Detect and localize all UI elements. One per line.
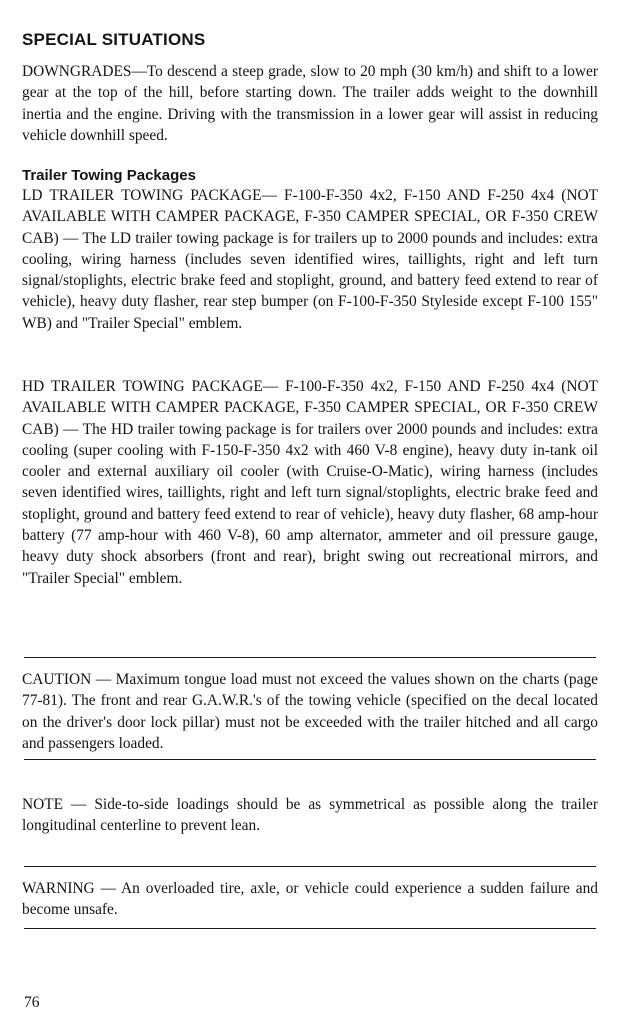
em-dash: — <box>63 796 95 813</box>
downgrades-text: To descend a steep grade, slow to 20 mph (30 km/h) and shift to a lower gear at the top of the hill, before starting down. The trailer adds weight to the downhill inertia and the engine. Driving with the transmission in a lower gear will assist in reducing vehicle downhill speed. <box>22 63 598 144</box>
ld-package-text: F-100-F-350 4x2, F-150 AND F-250 4x4 (NOT AVAILABLE WITH CAMPER PACKAGE, F-350 CAMPER SPECIAL, OR F-350 CREW CAB) — The LD trailer towing package is for trailers up to 2000 pounds and includes: extra cooling, wiring harness (includes seven identified wires, taillights, right and left turn signal/stoplights, electric brake feed and stoplight, ground, and battery feed extend to rear of vehicle), heavy duty flasher, rear step bumper (on F-100-F-350 Styleside except F-100 155" WB) and "Trailer Special" emblem. <box>22 187 598 332</box>
note-text: Side-to-side loadings should be as symmetrical as possible along the trailer longitudinal centerline to prevent lean. <box>22 796 598 835</box>
em-dash: — <box>131 63 147 80</box>
trailer-packages-title: Trailer Towing Packages <box>22 167 196 184</box>
warning-text: An overloaded tire, axle, or vehicle could experience a sudden failure and become unsafe. <box>22 880 598 919</box>
section-heading: SPECIAL SITUATIONS <box>22 30 206 49</box>
em-dash: — <box>94 880 122 897</box>
ld-package-paragraph <box>22 185 598 334</box>
em-dash: — <box>262 378 286 395</box>
hd-package-text: F-100-F-350 4x2, F-150 AND F-250 4x4 (NOT AVAILABLE WITH CAMPER PACKAGE, F-350 CAMPER SPECIAL, OR F-350 CREW CAB) — The HD trailer towing package is for trailers over 2000 pounds and includes: extra cooling (super cooling with F-150-F-350 4x2 with 460 V-8 engine), heavy duty in-tank oil cooler and external auxiliary oil cooler (with Cruise-O-Matic), wiring harness (includes seven identified wires, taillights, right and left turn signal/stoplights, electric brake feed and stoplight, ground and battery feed extend to rear of vehicle), heavy duty flasher, 68 amp-hour battery (77 amp-hour with 460 V-8), 60 amp alternator, ammeter and oil pressure gauge, heavy duty shock absorbers (front and rear), bright swing out recreational mirrors, and "Trailer Special" emblem. <box>22 378 598 587</box>
caution-paragraph <box>22 669 598 754</box>
warning-lead: WARNING <box>22 880 95 897</box>
em-dash: — <box>91 671 116 688</box>
warning-top-rule <box>24 866 596 867</box>
downgrades-lead: DOWNGRADES <box>22 63 132 80</box>
note-paragraph <box>22 794 598 837</box>
hd-package-lead: HD TRAILER TOWING PACKAGE <box>22 378 263 395</box>
warning-bottom-rule <box>24 928 596 929</box>
ld-package-lead: LD TRAILER TOWING PACKAGE <box>22 187 262 204</box>
caution-text: Maximum tongue load must not exceed the values shown on the charts (page 77-81). The front and rear G.A.W.R.'s of the towing vehicle (specified on the decal located on the driver's door lock pillar) must not be exceeded with the trailer hitched and all cargo and passengers loaded. <box>22 671 598 752</box>
em-dash: — <box>261 187 285 204</box>
page-number: 76 <box>24 994 40 1011</box>
caution-lead: CAUTION <box>22 671 92 688</box>
caution-top-rule <box>24 657 596 658</box>
downgrades-paragraph <box>22 61 598 146</box>
hd-package-paragraph <box>22 376 598 589</box>
note-lead: NOTE <box>22 796 64 813</box>
caution-bottom-rule <box>24 759 596 760</box>
warning-paragraph <box>22 878 598 921</box>
